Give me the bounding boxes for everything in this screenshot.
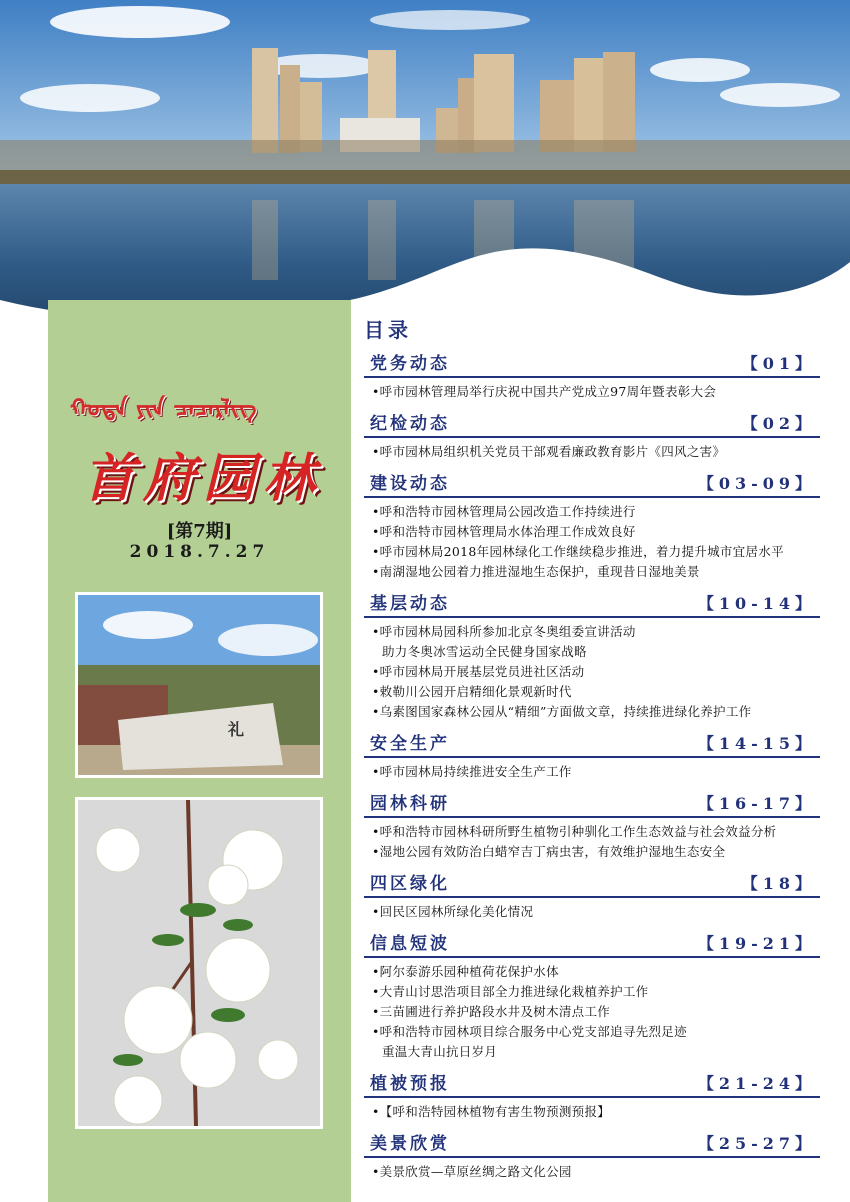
toc-section-header [364, 466, 820, 498]
toc-section-pages: 【10-14】 [697, 594, 816, 613]
toc-section-name: 植被预报 [370, 1074, 450, 1094]
toc-item: •湿地公园有效防治白蜡窄吉丁病虫害，有效维护湿地生态安全 [372, 844, 726, 859]
toc-section [364, 726, 820, 786]
toc-section-name: 四区绿化 [370, 874, 450, 894]
toc-item: •呼和浩特市园林管理局水体治理工作成效良好 [372, 524, 636, 539]
toc-item: •敕勒川公园开启精细化景观新时代 [372, 684, 572, 699]
toc-section-pages: 【19-21】 [697, 934, 816, 953]
toc-section-name: 建设动态 [370, 474, 450, 494]
toc-section-header [364, 866, 820, 898]
toc-section-pages: 【14-15】 [697, 734, 816, 753]
toc-item: •大青山讨思浩项目部全力推进绿化栽植养护工作 [372, 984, 649, 999]
toc-item-list [364, 758, 820, 786]
toc-section-header [364, 586, 820, 618]
toc-section [364, 926, 820, 1066]
toc-item-list [364, 898, 820, 926]
toc-item-list [364, 958, 820, 1066]
toc-section-name: 纪检动态 [370, 414, 450, 434]
toc-item: 助力冬奥冰雪运动全民健身国家战略 [382, 644, 587, 659]
toc-section [364, 586, 820, 726]
toc-item: •呼市园林局2018年园林绿化工作继续稳步推进，着力提升城市宜居水平 [372, 544, 784, 559]
issue-number: [第7期] [166, 521, 233, 542]
toc-item-list [364, 1098, 820, 1126]
issue-date: 2018.7.27 [129, 542, 270, 562]
toc-section-name: 党务动态 [370, 354, 450, 374]
toc-item: •呼市园林局开展基层党员进社区活动 [372, 664, 585, 679]
toc-section-pages: 【21-24】 [697, 1074, 816, 1093]
toc-item-list [364, 438, 820, 466]
toc-item: •美景欣赏—草原丝绸之路文化公园 [372, 1164, 572, 1179]
flower-photo [75, 797, 323, 1129]
magazine-title: 首府园林 [82, 448, 323, 509]
toc-section-pages: 【18】 [741, 874, 816, 893]
toc-section-pages: 【16-17】 [697, 794, 816, 813]
toc-section-pages: 【03-09】 [697, 474, 816, 493]
toc-section-header [364, 406, 820, 438]
toc-section [364, 786, 820, 866]
toc-section [364, 346, 820, 406]
toc-item-list [364, 1158, 820, 1186]
toc-item-list [364, 498, 820, 586]
toc-section-header [364, 726, 820, 758]
banner-photo [0, 0, 850, 340]
toc-item: •呼市园林局组织机关党员干部观看廉政教育影片《四风之害》 [372, 444, 726, 459]
toc-section-header [364, 926, 820, 958]
toc-item-list [364, 378, 820, 406]
toc-title: 目录 [364, 318, 412, 342]
stone-inscription: 礼 [228, 720, 245, 739]
toc-section-header [364, 786, 820, 818]
toc-section-header [364, 1066, 820, 1098]
toc-section-pages: 【25-27】 [697, 1134, 816, 1153]
toc-section-name: 美景欣赏 [370, 1134, 450, 1154]
toc-section-name: 安全生产 [370, 734, 450, 754]
toc-section [364, 1126, 820, 1186]
toc-item: •乌素图国家森林公园从“精细”方面做文章，持续推进绿化养护工作 [372, 704, 752, 719]
toc-item: 重温大青山抗日岁月 [382, 1044, 498, 1059]
toc-item: •呼和浩特市园林科研所野生植物引种驯化工作生态效益与社会效益分析 [372, 824, 777, 839]
table-of-contents [364, 310, 820, 1186]
toc-item-list [364, 618, 820, 726]
toc-item-list [364, 818, 820, 866]
toc-section-header [364, 1126, 820, 1158]
toc-item: •呼和浩特市园林管理局公园改造工作持续进行 [372, 504, 636, 519]
toc-section [364, 866, 820, 926]
toc-item: •回民区园林所绿化美化情况 [372, 904, 534, 919]
toc-item: •呼和浩特市园林项目综合服务中心党支部追寻先烈足迹 [372, 1024, 687, 1039]
toc-section-name: 基层动态 [370, 594, 450, 614]
toc-section-pages: 【02】 [741, 414, 816, 433]
toc-section [364, 406, 820, 466]
toc-section [364, 466, 820, 586]
toc-item: •南湖湿地公园着力推进湿地生态保护，重现昔日湿地美景 [372, 564, 700, 579]
toc-item: •呼市园林局持续推进安全生产工作 [372, 764, 572, 779]
toc-section-header [364, 346, 820, 378]
toc-item: •呼市园林局园科所参加北京冬奥组委宣讲活动 [372, 624, 636, 639]
toc-section [364, 1066, 820, 1126]
toc-item: •【呼和浩特园林植物有害生物预测预报】 [372, 1104, 611, 1119]
toc-item: •呼市园林管理局举行庆祝中国共产党成立97周年暨表彰大会 [372, 384, 717, 399]
toc-section-name: 园林科研 [370, 794, 450, 814]
toc-item: •三苗圃进行养护路段水井及树木清点工作 [372, 1004, 611, 1019]
toc-section-pages: 【01】 [741, 354, 816, 373]
park-photo [75, 592, 323, 778]
toc-section-name: 信息短波 [370, 934, 450, 954]
mongolian-title: ᠬᠣᠲᠠ ᠶᠢᠨ ᠴᠡᠴᠡᠷᠯᠢᠭ [70, 394, 257, 422]
toc-item: •阿尔泰游乐园种植荷花保护水体 [372, 964, 559, 979]
